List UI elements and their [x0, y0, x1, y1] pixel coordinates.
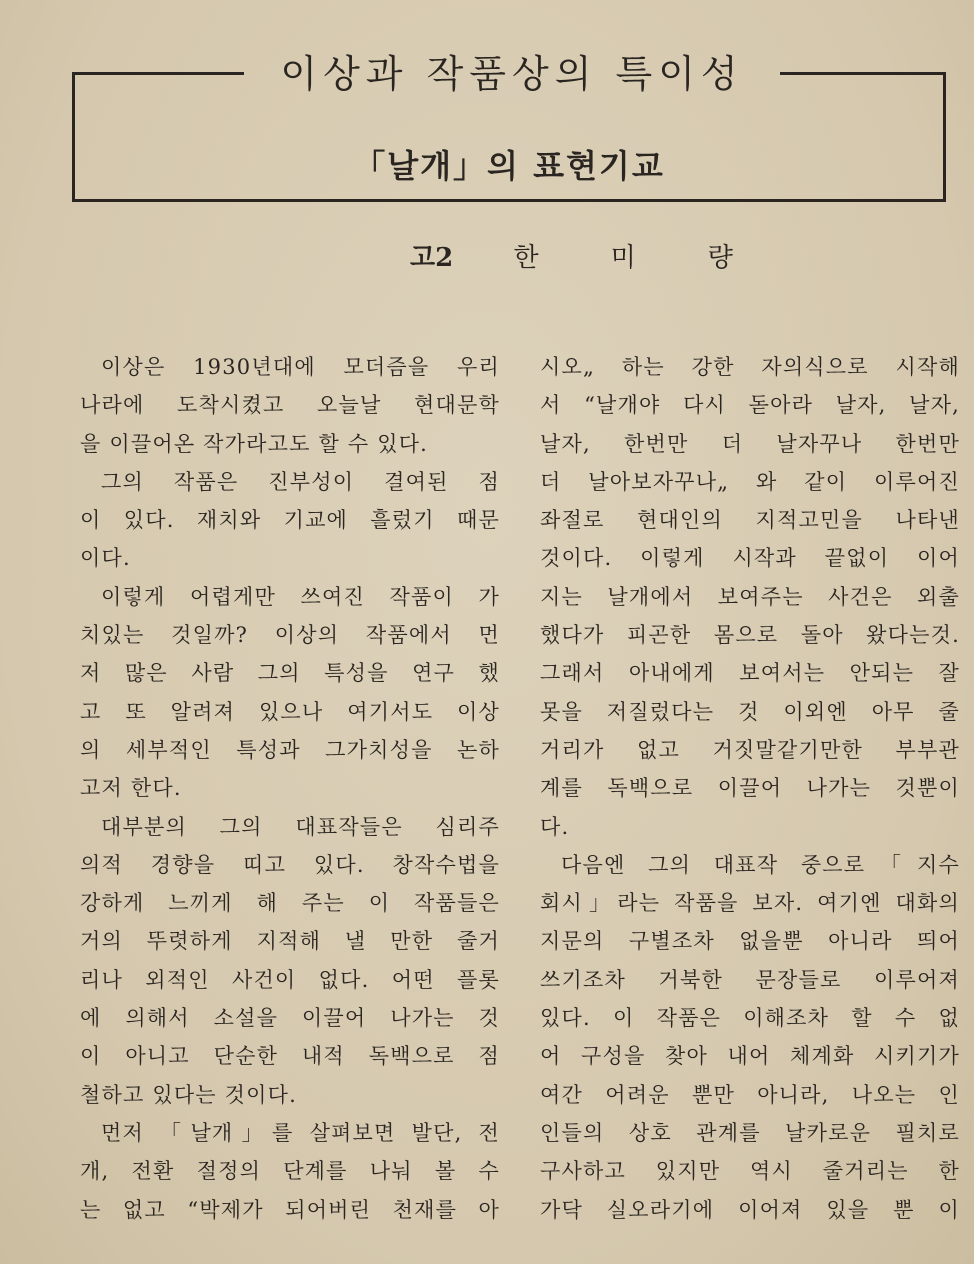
text-line: 구사하고 있지만 역시 줄거리는 한: [540, 1159, 960, 1184]
text-line: 못을 저질렀다는 것 이외엔 아무 줄: [540, 699, 960, 724]
text-line: 쓰기조차 거북한 문장들로 이루어져: [540, 967, 960, 992]
body-column-right: [540, 348, 960, 1229]
text-line: 있다. 이 작품은 이해조차 할 수 없: [540, 1006, 960, 1031]
text-line: 지문의 구별조차 없을뿐 아니라 띄어: [540, 929, 960, 954]
text-line: 나라에 도착시켰고 오늘날 현대문학: [80, 393, 500, 418]
text-line: 시오„ 하는 강한 자의식으로 시작해: [540, 355, 960, 379]
author-grade: 고2: [410, 243, 454, 273]
text-line: 리나 외적인 사건이 없다. 어떤 플롯: [80, 967, 500, 992]
text-line: 이다.: [80, 546, 131, 571]
text-line: 그래서 아내에게 보여서는 안되는 잘: [540, 661, 960, 686]
text-line: 철하고 있다는 것이다.: [80, 1082, 297, 1107]
text-line: 을 이끌어온 작가라고도 할 수 있다.: [80, 431, 429, 456]
text-line: 먼저 「날개」를 살펴보면 발단, 전: [101, 1120, 500, 1145]
text-line: 는 없고 “박제가 되어버린 천재를 아: [80, 1197, 500, 1222]
text-line: 인들의 상호 관계를 날카로운 필치로: [540, 1120, 960, 1145]
text-line: 이상은 1930년대에 모더즘을 우리: [101, 355, 500, 379]
text-line: 다음엔 그의 대표작 중으로「지수: [561, 852, 960, 877]
text-line: 좌절로 현대인의 지적고민을 나타낸: [540, 508, 960, 533]
author-name: 한미량: [513, 243, 805, 273]
body-column-left: [80, 348, 500, 1229]
text-line: 여간 어려운 뿐만 아니라, 나오는 인: [540, 1082, 960, 1107]
text-line: 의적 경향을 띠고 있다. 창작수법을: [80, 852, 500, 877]
article-title: 이상과 작품상의 특이성: [280, 52, 744, 96]
text-line: 이 아니고 단순한 내적 독백으로 점: [80, 1044, 500, 1069]
text-line: 가닥 실오라기에 이어져 있을 뿐 이: [540, 1197, 960, 1222]
text-line: 이 있다. 재치와 기교에 흘렀기 때문: [80, 508, 500, 533]
text-line: 어 구성을 찾아 내어 체계화 시키기가: [540, 1044, 960, 1069]
text-line: 것이다. 이렇게 시작과 끝없이 이어: [540, 546, 960, 571]
text-line: 거의 뚜렷하게 지적해 낼 만한 줄거: [80, 929, 500, 954]
text-line: 대부분의 그의 대표작들은 심리주: [101, 814, 500, 839]
text-line: 더 날아보자꾸나„ 와 같이 이루어진: [540, 469, 960, 494]
article-subtitle: 「날개」의 표현기교: [353, 147, 665, 185]
text-line: 날자, 한번만 더 날자꾸나 한번만: [540, 431, 960, 456]
text-line: 저 많은 사람 그의 특성을 연구 했: [80, 661, 500, 686]
text-line: 그의 작품은 진부성이 결여된 점: [101, 469, 500, 494]
text-line: 지는 날개에서 보여주는 사건은 외출: [540, 584, 960, 609]
text-line: 회시」라는 작품을 보자. 여기엔 대화의: [540, 891, 960, 916]
text-line: 다.: [540, 814, 570, 839]
text-line: 이렇게 어렵게만 쓰여진 작품이 가: [101, 584, 500, 609]
text-line: 계를 독백으로 이끌어 나가는 것뿐이: [540, 776, 960, 801]
text-line: 고저 한다.: [80, 776, 182, 801]
text-line: 서 “날개야 다시 돋아라 날자, 날자,: [540, 393, 960, 418]
text-line: 강하게 느끼게 해 주는 이 작품들은: [80, 891, 500, 916]
text-line: 고 또 알려져 있으나 여기서도 이상: [80, 699, 500, 724]
author-byline: [410, 236, 805, 280]
text-line: 에 의해서 소설을 이끌어 나가는 것: [80, 1006, 500, 1031]
text-line: 개, 전환 절정의 단계를 나눠 볼 수: [80, 1159, 500, 1184]
text-line: 의 세부적인 특성과 그가치성을 논하: [80, 737, 500, 762]
text-line: 치있는 것일까? 이상의 작품에서 먼: [80, 623, 500, 648]
text-line: 거리가 없고 거짓말같기만한 부부관: [540, 737, 960, 762]
text-line: 했다가 피곤한 몸으로 돌아 왔다는것.: [540, 623, 960, 648]
